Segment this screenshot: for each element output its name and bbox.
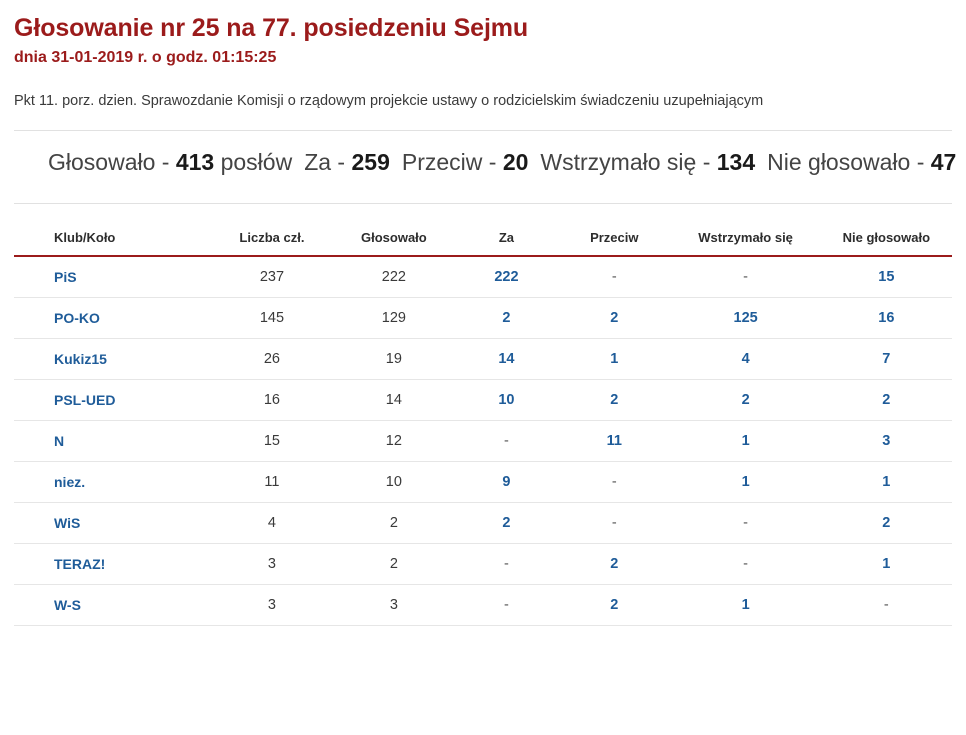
table-row[interactable] (14, 502, 952, 543)
summary-voted (48, 149, 292, 175)
summary-notvoted-label: Nie głosowało - (767, 149, 925, 176)
club-voted: 2 (333, 502, 455, 543)
club-against[interactable]: 2 (558, 584, 671, 625)
results-table-body (14, 256, 952, 626)
summary-abstain-label: Wstrzymało się - (540, 149, 711, 176)
summary-for (304, 149, 390, 175)
table-header-row (14, 222, 952, 256)
club-members: 15 (211, 420, 333, 461)
club-against: - (558, 256, 671, 298)
vote-description: Pkt 11. porz. dzien. Sprawozdanie Komisji o rządowym projekcie ustawy o rodzicielskim świadczeniu uzupełniającym (14, 93, 764, 109)
club-for[interactable]: 2 (455, 502, 558, 543)
club-voted: 222 (333, 256, 455, 298)
table-row[interactable] (14, 379, 952, 420)
table-row[interactable] (14, 584, 952, 625)
summary-for-label: Za - (304, 149, 346, 176)
club-name[interactable]: TERAZ! (14, 543, 211, 584)
club-against[interactable]: 2 (558, 543, 671, 584)
club-name[interactable]: WiS (14, 502, 211, 543)
club-against[interactable]: 11 (558, 420, 671, 461)
club-voted: 2 (333, 543, 455, 584)
club-for[interactable]: 2 (455, 297, 558, 338)
club-for: - (455, 420, 558, 461)
results-table (14, 222, 952, 626)
club-name[interactable]: PO-KO (14, 297, 211, 338)
club-notvoted[interactable]: 2 (821, 379, 952, 420)
column-header-notvoted: Nie głosowało (842, 229, 931, 245)
column-header-abstain: Wstrzymało się (698, 229, 793, 245)
club-abstain[interactable]: 4 (671, 338, 821, 379)
club-voted: 129 (333, 297, 455, 338)
club-members: 4 (211, 502, 333, 543)
summary-against-value: 20 (502, 149, 529, 176)
summary-voted-suffix: posłów (220, 149, 293, 176)
summary-abstain (540, 149, 755, 175)
club-name[interactable]: niez. (14, 461, 211, 502)
table-row[interactable] (14, 256, 952, 298)
club-notvoted[interactable]: 1 (821, 543, 952, 584)
club-members: 16 (211, 379, 333, 420)
club-abstain: - (671, 502, 821, 543)
club-abstain: - (671, 543, 821, 584)
column-header-for: Za (498, 229, 515, 245)
club-name[interactable]: Kukiz15 (14, 338, 211, 379)
club-members: 237 (211, 256, 333, 298)
club-notvoted[interactable]: 15 (821, 256, 952, 298)
club-for: - (455, 584, 558, 625)
club-name[interactable]: PiS (14, 256, 211, 298)
club-voted: 3 (333, 584, 455, 625)
summary-notvoted-value: 47 (930, 149, 957, 176)
table-row[interactable] (14, 338, 952, 379)
club-notvoted[interactable]: 1 (821, 461, 952, 502)
club-abstain: - (671, 256, 821, 298)
vote-datetime: dnia 31-01-2019 r. o godz. 01:15:25 (14, 49, 277, 66)
club-abstain[interactable]: 2 (671, 379, 821, 420)
club-for[interactable]: 10 (455, 379, 558, 420)
club-against: - (558, 502, 671, 543)
divider-bottom (14, 203, 952, 204)
summary-voted-value: 413 (175, 149, 215, 176)
summary-against (402, 149, 529, 175)
club-notvoted: - (821, 584, 952, 625)
club-against: - (558, 461, 671, 502)
page-title: Głosowanie nr 25 na 77. posiedzeniu Sejmu (14, 14, 529, 42)
club-name[interactable]: PSL-UED (14, 379, 211, 420)
table-row[interactable] (14, 420, 952, 461)
summary-voted-label: Głosowało - (48, 149, 170, 176)
column-header-members: Liczba czł. (239, 229, 305, 245)
summary-abstain-value: 134 (716, 149, 756, 176)
club-name[interactable]: N (14, 420, 211, 461)
club-members: 26 (211, 338, 333, 379)
club-for[interactable]: 14 (455, 338, 558, 379)
table-row[interactable] (14, 543, 952, 584)
summary-for-value: 259 (351, 149, 390, 176)
club-notvoted[interactable]: 7 (821, 338, 952, 379)
club-against[interactable]: 2 (558, 379, 671, 420)
club-against[interactable]: 2 (558, 297, 671, 338)
club-for[interactable]: 222 (455, 256, 558, 298)
summary-notvoted (767, 149, 956, 175)
club-notvoted[interactable]: 16 (821, 297, 952, 338)
club-members: 145 (211, 297, 333, 338)
table-row[interactable] (14, 297, 952, 338)
vote-summary (14, 131, 957, 185)
club-abstain[interactable]: 1 (671, 420, 821, 461)
club-voted: 19 (333, 338, 455, 379)
club-for: - (455, 543, 558, 584)
club-members: 3 (211, 543, 333, 584)
column-header-club: Klub/Koło (54, 229, 116, 245)
column-header-against: Przeciw (590, 229, 639, 245)
club-abstain[interactable]: 1 (671, 584, 821, 625)
club-against[interactable]: 1 (558, 338, 671, 379)
club-members: 11 (211, 461, 333, 502)
club-members: 3 (211, 584, 333, 625)
club-notvoted[interactable]: 3 (821, 420, 952, 461)
club-name[interactable]: W-S (14, 584, 211, 625)
club-voted: 10 (333, 461, 455, 502)
summary-against-label: Przeciw - (401, 149, 497, 176)
club-for[interactable]: 9 (455, 461, 558, 502)
club-abstain[interactable]: 125 (671, 297, 821, 338)
results-table-head (14, 222, 952, 256)
table-row[interactable] (14, 461, 952, 502)
club-abstain[interactable]: 1 (671, 461, 821, 502)
column-header-voted: Głosowało (361, 229, 427, 245)
club-notvoted[interactable]: 2 (821, 502, 952, 543)
club-voted: 12 (333, 420, 455, 461)
club-voted: 14 (333, 379, 455, 420)
